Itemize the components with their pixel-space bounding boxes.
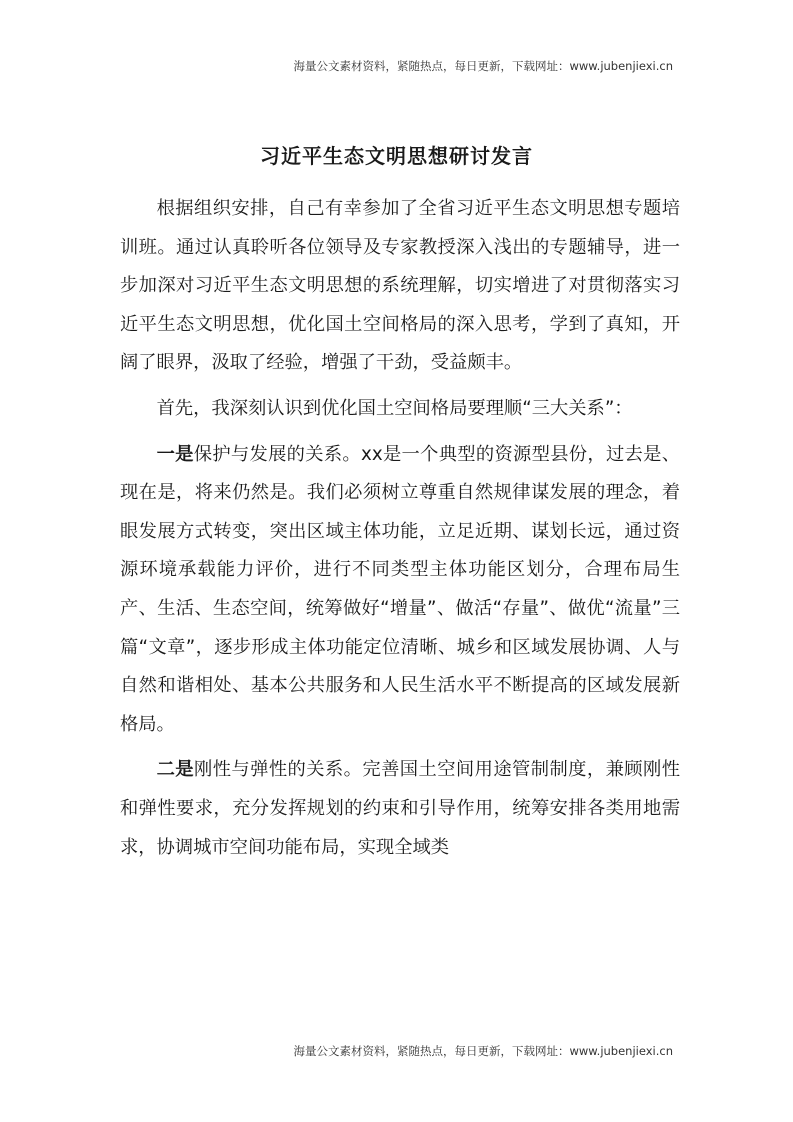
document-body bbox=[120, 190, 680, 874]
paragraph-text: 保护与发展的关系。xx是一个典型的资源型县份，过去是、现在是，将来仍然是。我们必须树立尊重自然规律谋发展的理念，着眼发展方式转变，突出区域主体功能，立足近期、谋划长远，通过资源环境承载能力评价，进行不同类型主体功能区划分，合理布局生产、生活、生态空间，统筹做好“增量”、做活“存量”、做优“流量”三篇“文章”，逐步形成主体功能定位清晰、城乡和区域发展协调、人与自然和谐相处、基本公共服务和人民生活水平不断提高的区域发展新格局。 bbox=[120, 443, 681, 735]
paragraph-text: 刚性与弹性的关系。完善国土空间用途管制制度，兼顾刚性和弹性要求，充分发挥规划的约束和引导作用，统筹安排各类用地需求，协调城市空间功能布局，实现全域类 bbox=[120, 759, 681, 858]
paragraph-text: 首先，我深刻认识到优化国土空间格局要理顺“三大关系”： bbox=[156, 397, 633, 419]
document-title: 习近平生态文明思想研讨发言 bbox=[260, 144, 533, 168]
paragraph bbox=[120, 436, 680, 745]
paragraph-text: 根据组织安排，自己有幸参加了全省习近平生态文明思想专题培训班。通过认真聆听各位领导及专家教授深入浅出的专题辅导，进一步加深对习近平生态文明思想的系统理解，切实增进了对贯彻落实习近平生态文明思想，优化国土空间格局的深入思考，学到了真知，开阔了眼界，汲取了经验，增强了干劲，受益颇丰。 bbox=[120, 198, 680, 374]
paragraph-lead: 一是 bbox=[156, 443, 194, 465]
paragraph bbox=[120, 751, 680, 867]
paragraph bbox=[120, 390, 680, 429]
paragraph-lead: 二是 bbox=[156, 759, 195, 781]
paragraph bbox=[120, 190, 680, 383]
footer-note: 海量公文素材资料，紧随热点，每日更新，下载网址：www.jubenjiexi.cn bbox=[293, 1044, 673, 1058]
header-note: 海量公文素材资料，紧随热点，每日更新，下载网址：www.jubenjiexi.cn bbox=[293, 59, 673, 73]
